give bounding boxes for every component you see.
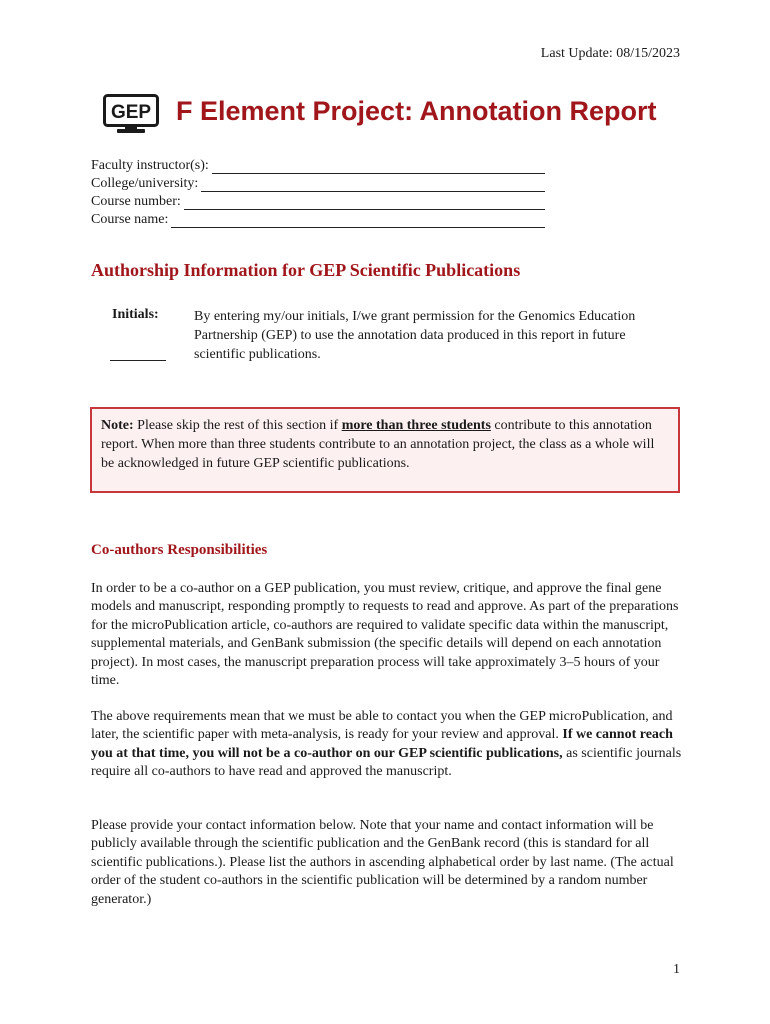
coauthors-paragraph-2 (91, 708, 691, 782)
course-number-field[interactable] (91, 194, 545, 210)
para2-end: as scientific journals require all co-authors to have read and approved the manuscript. (91, 745, 682, 780)
course-name-field[interactable] (91, 212, 545, 228)
initials-blank-line[interactable] (110, 360, 166, 361)
gep-logo-icon (103, 94, 159, 134)
page-number: 1 (673, 962, 680, 977)
field-label: College/university: (91, 176, 199, 191)
field-label: Course number: (91, 194, 181, 209)
logo-text: GEP (110, 102, 152, 123)
initials-label: Initials: (112, 307, 159, 322)
note-text-part1: Please skip the rest of this section if (133, 418, 342, 433)
para2-start: The above requirements mean that we must be able to contact you when the GEP microPublication, and later, the scientific paper with meta-analysis, is ready for your review and approval. (91, 709, 673, 743)
note-emphasis: more than three students (341, 418, 491, 433)
permission-statement: By entering my/our initials, I/we grant permission for the Genomics Education Partnership (GEP) to use the annotation data produced in this report in future scientific publications. (194, 309, 636, 362)
field-label: Faculty instructor(s): (91, 158, 209, 173)
field-blank-line[interactable] (201, 178, 545, 192)
last-update-date: Last Update: 08/15/2023 (540, 46, 680, 61)
note-lead: Note: (101, 418, 134, 433)
field-blank-line[interactable] (212, 160, 545, 174)
field-blank-line[interactable] (184, 196, 545, 210)
coauthors-paragraph-3: Please provide your contact information below. Note that your name and contact information will be publicly available through the scientific publication and the GenBank record (this is standard for all scientific publications.). Please list the authors in ascending alphabetical order by last name. (The actual order of the student co-authors in the scientific publication will be determined by a random number generator.) (91, 818, 674, 907)
faculty-instructor-field[interactable] (91, 158, 545, 174)
field-label: Course name: (91, 212, 169, 227)
authorship-heading: Authorship Information for GEP Scientific Publications (91, 260, 521, 280)
coauthors-paragraph-1: In order to be a co-author on a GEP publication, you must review, critique, and approve the final gene models and manuscript, responding promptly to requests to read and approve. As part of the preparations for the microPublication article, co-authors are required to validate specific data within the manuscript, supplemental materials, and GenBank submission (the specific details will depend on each annotation project). In most cases, the manuscript preparation process will take approximately 3–5 hours of your time. (91, 581, 679, 689)
note-box (90, 407, 680, 493)
document-title: F Element Project: Annotation Report (176, 96, 657, 126)
note-text-part2: contribute to this annotation report. When more than three students contribute to an annotation project, the class as a whole will be acknowledged in future GEP scientific publications. (101, 418, 655, 471)
field-blank-line[interactable] (171, 214, 545, 228)
coauthors-heading: Co-authors Responsibilities (91, 542, 268, 558)
college-university-field[interactable] (91, 176, 545, 192)
para2-bold-warning: If we cannot reach you at that time, you will not be a co-author on our GEP scientific publications, (91, 727, 673, 761)
